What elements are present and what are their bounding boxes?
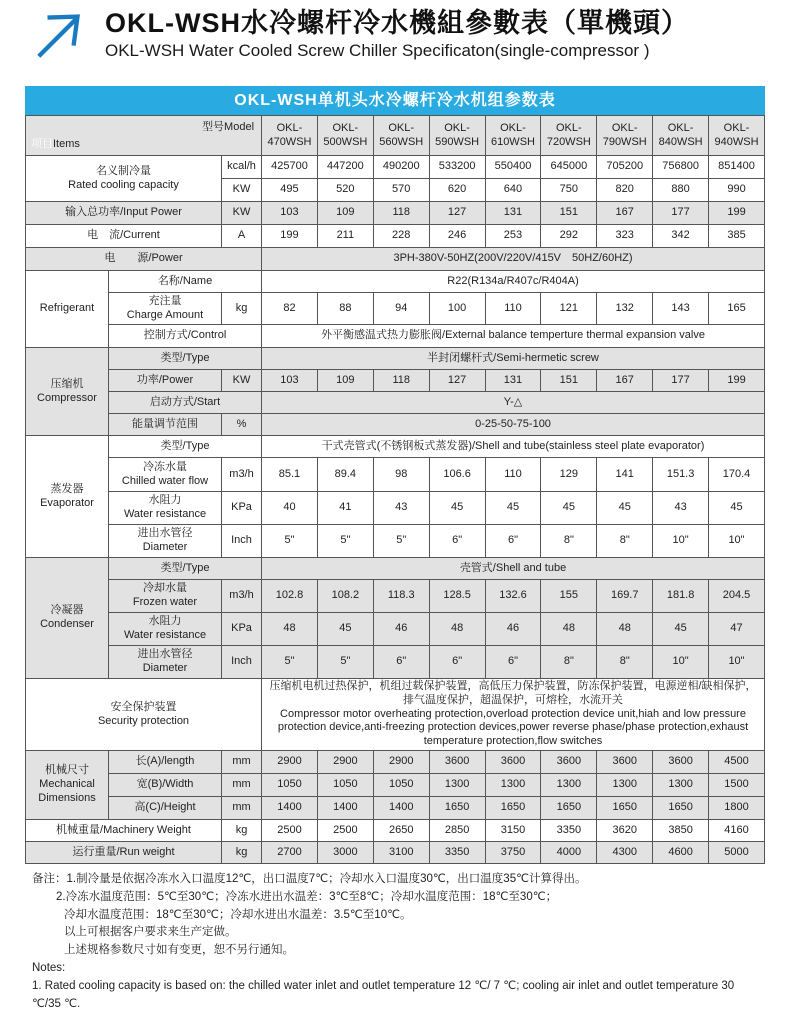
value-cell: 141: [597, 458, 653, 492]
value-cell: 10": [653, 646, 709, 679]
value-cell: 131: [485, 370, 541, 392]
value-cell: 88: [317, 293, 373, 325]
page-title-zh: OKL-WSH水冷螺杆冷水機組參數表（單機頭）: [105, 8, 689, 38]
group-label: Refrigerant: [26, 271, 109, 348]
value-cell: 48: [541, 613, 597, 646]
model-header: OKL- 610WSH: [485, 116, 541, 156]
value-cell: 109: [317, 202, 373, 225]
value-cell: 6": [429, 525, 485, 558]
value-cell: 103: [262, 370, 318, 392]
value-cell: 8": [597, 525, 653, 558]
value-cell: 3600: [541, 751, 597, 774]
value-cell: 3600: [597, 751, 653, 774]
value-cell: 2900: [373, 751, 429, 774]
value-cell: 3150: [485, 820, 541, 842]
value-cell: 45: [485, 492, 541, 525]
value-cell: 45: [597, 492, 653, 525]
value-cell: 108.2: [317, 580, 373, 613]
value-cell: 45: [541, 492, 597, 525]
table-row: [26, 492, 765, 525]
value-cell: 2650: [373, 820, 429, 842]
value-cell: 10": [653, 525, 709, 558]
value-cell: 41: [317, 492, 373, 525]
value-cell: 98: [373, 458, 429, 492]
note-line: 2.冷冻水温度范围：5℃至30℃；冷冻水进出水温差：3℃至8℃；冷却水温度范围：18℃至30℃；: [56, 890, 558, 903]
value-cell: 143: [653, 293, 709, 325]
value-cell: 45: [317, 613, 373, 646]
value-cell: 5": [262, 646, 318, 679]
arrow-logo-icon: [33, 6, 91, 64]
value-cell: 151: [541, 370, 597, 392]
value-cell: 1800: [709, 797, 765, 820]
value-cell: 2850: [429, 820, 485, 842]
table-row: [26, 558, 765, 580]
note-line: 备注：1.制冷量是依据冷冻水入口温度12℃，出口温度7℃；冷却水入口温度30℃，出口温度35℃计算得出。: [32, 873, 587, 885]
table-row: [26, 202, 765, 225]
unit-cell: m3/h: [222, 458, 262, 492]
unit-cell: %: [222, 414, 262, 436]
row-label: 宽(B)/Width: [109, 774, 222, 797]
value-cell: 48: [429, 613, 485, 646]
value-cell: 8": [597, 646, 653, 679]
table-row: [26, 580, 765, 613]
model-header: OKL- 840WSH: [653, 116, 709, 156]
table-row: [26, 248, 765, 271]
table-row: [26, 293, 765, 325]
value-cell: 1400: [373, 797, 429, 820]
note-line: 上述规格参数尺寸如有变更，恕不另行通知。: [64, 944, 294, 957]
value-cell: 106.6: [429, 458, 485, 492]
value-cell: 3100: [373, 842, 429, 864]
value-cell: 4300: [597, 842, 653, 864]
value-cell: 228: [373, 225, 429, 248]
table-row: [26, 613, 765, 646]
value-cell: 110: [485, 458, 541, 492]
table-row: [26, 370, 765, 392]
value-cell: 6": [373, 646, 429, 679]
value-cell: 10": [709, 646, 765, 679]
model-header: OKL- 470WSH: [262, 116, 318, 156]
value-cell: 45: [709, 492, 765, 525]
value-cell: 1650: [429, 797, 485, 820]
security-text: 压缩机电机过热保护，机组过载保护装置，高低压力保护装置，防冻保护装置，电源逆相/缺相保护，排气温度保护，超温保护，可熔栓，水流开关 Compressor motor overheating protection,overload protection device unit,hiah and low pressure protection device,anti-freezing protection devices,power reverse phase/phase protection,exhaust temperature protection,flow switches: [262, 679, 765, 751]
row-label: 名称/Name: [109, 271, 262, 293]
page-title-en: OKL-WSH Water Cooled Screw Chiller Specificaton(single-compressor ): [105, 41, 650, 61]
value-cell: 121: [541, 293, 597, 325]
row-label: 高(C)/Height: [109, 797, 222, 820]
value-cell: 1300: [429, 774, 485, 797]
table-row: [26, 797, 765, 820]
value-cell: 177: [653, 370, 709, 392]
table-row: [26, 436, 765, 458]
value-cell: 385: [709, 225, 765, 248]
row-label: 机械重量/Machinery Weight: [26, 820, 222, 842]
value-cell: 495: [262, 179, 318, 202]
value-cell: 1050: [317, 774, 373, 797]
value-span: Y-△: [262, 392, 765, 414]
value-cell: 151: [541, 202, 597, 225]
value-cell: 1300: [485, 774, 541, 797]
value-cell: 5": [262, 525, 318, 558]
row-label: 冷冻水量 Chilled water flow: [109, 458, 222, 492]
note-line: 冷却水温度范围：18℃至30℃；冷却水进出水温差：3.5℃至10℃。: [64, 908, 412, 921]
value-span: 0-25-50-75-100: [262, 414, 765, 436]
value-cell: 2700: [262, 842, 318, 864]
value-cell: 181.8: [653, 580, 709, 613]
value-cell: 4160: [709, 820, 765, 842]
row-label: 电 源/Power: [26, 248, 262, 271]
corner-header: 项目Items 型号Model: [26, 116, 262, 156]
value-cell: 128.5: [429, 580, 485, 613]
value-cell: 570: [373, 179, 429, 202]
group-label: 冷凝器 Condenser: [26, 558, 109, 679]
value-cell: 132.6: [485, 580, 541, 613]
value-cell: 3850: [653, 820, 709, 842]
value-cell: 447200: [317, 156, 373, 179]
table-row: [26, 458, 765, 492]
row-label: 启动方式/Start: [109, 392, 262, 414]
unit-cell: kcal/h: [222, 156, 262, 179]
value-cell: 5000: [709, 842, 765, 864]
table-row: [26, 774, 765, 797]
value-cell: 533200: [429, 156, 485, 179]
value-cell: 129: [541, 458, 597, 492]
value-span: R22(R134a/R407c/R404A): [262, 271, 765, 293]
group-label: 蒸发器 Evaporator: [26, 436, 109, 558]
model-header: OKL- 720WSH: [541, 116, 597, 156]
table-row: [26, 392, 765, 414]
value-cell: 46: [485, 613, 541, 646]
group-label: 机械尺寸 Mechanical Dimensions: [26, 751, 109, 820]
value-cell: 3600: [485, 751, 541, 774]
value-cell: 165: [709, 293, 765, 325]
value-cell: 167: [597, 202, 653, 225]
table-row: [26, 348, 765, 370]
note-line: Notes:: [32, 962, 66, 975]
value-cell: 1400: [262, 797, 318, 820]
value-cell: 1050: [262, 774, 318, 797]
unit-cell: KPa: [222, 492, 262, 525]
row-label: 控制方式/Control: [109, 325, 262, 348]
unit-cell: Inch: [222, 646, 262, 679]
value-cell: 177: [653, 202, 709, 225]
value-cell: 82: [262, 293, 318, 325]
value-cell: 43: [373, 492, 429, 525]
value-cell: 118.3: [373, 580, 429, 613]
value-cell: 750: [541, 179, 597, 202]
group-label: 压缩机 Compressor: [26, 348, 109, 436]
row-label: 类型/Type: [109, 348, 262, 370]
unit-cell: mm: [222, 751, 262, 774]
value-cell: 645000: [541, 156, 597, 179]
unit-cell: kg: [222, 293, 262, 325]
row-label: 运行重量/Run weight: [26, 842, 222, 864]
row-label: 电 流/Current: [26, 225, 222, 248]
value-cell: 425700: [262, 156, 318, 179]
value-cell: 246: [429, 225, 485, 248]
unit-cell: kg: [222, 820, 262, 842]
value-cell: 820: [597, 179, 653, 202]
value-cell: 127: [429, 202, 485, 225]
row-label: 输入总功率/Input Power: [26, 202, 222, 225]
table-row: [26, 414, 765, 436]
value-cell: 199: [709, 202, 765, 225]
row-label: 类型/Type: [109, 558, 262, 580]
row-label: 充注量 Charge Amount: [109, 293, 222, 325]
value-span: 外平衡感温式热力膨胀阀/External balance temperture thermal expansion valve: [262, 325, 765, 348]
value-cell: 6": [485, 646, 541, 679]
value-cell: 5": [373, 525, 429, 558]
table-row: [26, 525, 765, 558]
unit-cell: KW: [222, 370, 262, 392]
row-label: 类型/Type: [109, 436, 262, 458]
table-row: [26, 679, 765, 751]
value-cell: 118: [373, 202, 429, 225]
model-header: OKL- 560WSH: [373, 116, 429, 156]
table-row: [26, 842, 765, 864]
value-cell: 640: [485, 179, 541, 202]
unit-cell: KPa: [222, 613, 262, 646]
value-cell: 211: [317, 225, 373, 248]
value-span: 半封闭螺杆式/Semi-hermetic screw: [262, 348, 765, 370]
row-label: 功率/Power: [109, 370, 222, 392]
value-cell: 110: [485, 293, 541, 325]
row-label: 长(A)/length: [109, 751, 222, 774]
note-line: 1. Rated cooling capacity is based on: the chilled water inlet and outlet temperature 12 ℃/ 7 ℃; cooling air inlet and outlet temperature 30 ℃/35 ℃.: [32, 979, 735, 1010]
unit-cell: m3/h: [222, 580, 262, 613]
value-cell: 131: [485, 202, 541, 225]
table-row: [26, 116, 765, 156]
value-cell: 3600: [429, 751, 485, 774]
value-cell: 94: [373, 293, 429, 325]
row-label: 安全保护装置 Security protection: [26, 679, 262, 751]
value-cell: 109: [317, 370, 373, 392]
value-cell: 6": [429, 646, 485, 679]
value-cell: 490200: [373, 156, 429, 179]
row-label: 冷却水量 Frozen water: [109, 580, 222, 613]
value-cell: 1650: [597, 797, 653, 820]
table-row: [26, 156, 765, 179]
value-cell: 2500: [317, 820, 373, 842]
value-cell: 3350: [429, 842, 485, 864]
value-cell: 204.5: [709, 580, 765, 613]
value-span: 壳管式/Shell and tube: [262, 558, 765, 580]
value-cell: 1300: [541, 774, 597, 797]
value-cell: 550400: [485, 156, 541, 179]
table-row: [26, 271, 765, 293]
value-cell: 323: [597, 225, 653, 248]
value-cell: 3620: [597, 820, 653, 842]
value-cell: 45: [429, 492, 485, 525]
unit-cell: mm: [222, 774, 262, 797]
value-cell: 1050: [373, 774, 429, 797]
row-label: 进出水管径 Diameter: [109, 646, 222, 679]
value-cell: 342: [653, 225, 709, 248]
value-cell: 705200: [597, 156, 653, 179]
value-cell: 155: [541, 580, 597, 613]
value-cell: 3600: [653, 751, 709, 774]
value-cell: 2500: [262, 820, 318, 842]
value-cell: 85.1: [262, 458, 318, 492]
document-header: [25, 0, 765, 86]
value-cell: 4000: [541, 842, 597, 864]
value-cell: 4600: [653, 842, 709, 864]
value-cell: 3000: [317, 842, 373, 864]
value-cell: 43: [653, 492, 709, 525]
row-label: 水阻力 Water resistance: [109, 492, 222, 525]
value-cell: 1400: [317, 797, 373, 820]
value-cell: 46: [373, 613, 429, 646]
value-cell: 169.7: [597, 580, 653, 613]
table-row: [26, 325, 765, 348]
value-cell: 520: [317, 179, 373, 202]
row-label: 进出水管径 Diameter: [109, 525, 222, 558]
value-cell: 8": [541, 525, 597, 558]
value-cell: 1650: [653, 797, 709, 820]
value-cell: 199: [262, 225, 318, 248]
value-cell: 3350: [541, 820, 597, 842]
value-cell: 5": [317, 525, 373, 558]
value-span: 3PH-380V-50HZ(200V/220V/415V 50HZ/60HZ): [262, 248, 765, 271]
value-cell: 851400: [709, 156, 765, 179]
value-cell: 10": [709, 525, 765, 558]
value-cell: 3750: [485, 842, 541, 864]
unit-cell: A: [222, 225, 262, 248]
value-cell: 132: [597, 293, 653, 325]
value-cell: 756800: [653, 156, 709, 179]
value-cell: 6": [485, 525, 541, 558]
value-cell: 199: [709, 370, 765, 392]
value-cell: 1300: [597, 774, 653, 797]
unit-cell: mm: [222, 797, 262, 820]
value-cell: 1650: [485, 797, 541, 820]
value-cell: 2900: [317, 751, 373, 774]
value-cell: 8": [541, 646, 597, 679]
unit-cell: KW: [222, 202, 262, 225]
model-header: OKL- 790WSH: [597, 116, 653, 156]
notes-section: [25, 871, 765, 1014]
value-cell: 1650: [541, 797, 597, 820]
value-cell: 170.4: [709, 458, 765, 492]
value-cell: 292: [541, 225, 597, 248]
value-cell: 880: [653, 179, 709, 202]
value-cell: 100: [429, 293, 485, 325]
value-cell: 45: [653, 613, 709, 646]
value-cell: 40: [262, 492, 318, 525]
value-cell: 48: [597, 613, 653, 646]
table-row: [26, 820, 765, 842]
spec-table: [25, 115, 765, 864]
value-cell: 4500: [709, 751, 765, 774]
row-label: 水阻力 Water resistance: [109, 613, 222, 646]
title-block: [105, 6, 689, 61]
note-line: 以上可根据客户要求来生产定做。: [64, 926, 237, 939]
value-cell: 167: [597, 370, 653, 392]
value-cell: 103: [262, 202, 318, 225]
value-cell: 127: [429, 370, 485, 392]
row-label: 能量调节范围: [109, 414, 222, 436]
value-cell: 990: [709, 179, 765, 202]
table-row: [26, 646, 765, 679]
value-cell: 102.8: [262, 580, 318, 613]
unit-cell: Inch: [222, 525, 262, 558]
value-cell: 89.4: [317, 458, 373, 492]
table-title-banner: OKL-WSH单机头水冷螺杆冷水机组参数表: [25, 86, 765, 115]
value-span: 干式壳管式(不锈钢板式蒸发器)/Shell and tube(stainless steel plate evaporator): [262, 436, 765, 458]
value-cell: 253: [485, 225, 541, 248]
value-cell: 48: [262, 613, 318, 646]
unit-cell: kg: [222, 842, 262, 864]
value-cell: 47: [709, 613, 765, 646]
model-header: OKL- 940WSH: [709, 116, 765, 156]
table-row: [26, 225, 765, 248]
value-cell: 151.3: [653, 458, 709, 492]
row-label: 名义制冷量 Rated cooling capacity: [26, 156, 222, 202]
value-cell: 1500: [709, 774, 765, 797]
table-row: [26, 751, 765, 774]
value-cell: 2900: [262, 751, 318, 774]
model-header: OKL- 590WSH: [429, 116, 485, 156]
value-cell: 118: [373, 370, 429, 392]
value-cell: 1300: [653, 774, 709, 797]
value-cell: 5": [317, 646, 373, 679]
model-header: OKL- 500WSH: [317, 116, 373, 156]
unit-cell: KW: [222, 179, 262, 202]
value-cell: 620: [429, 179, 485, 202]
